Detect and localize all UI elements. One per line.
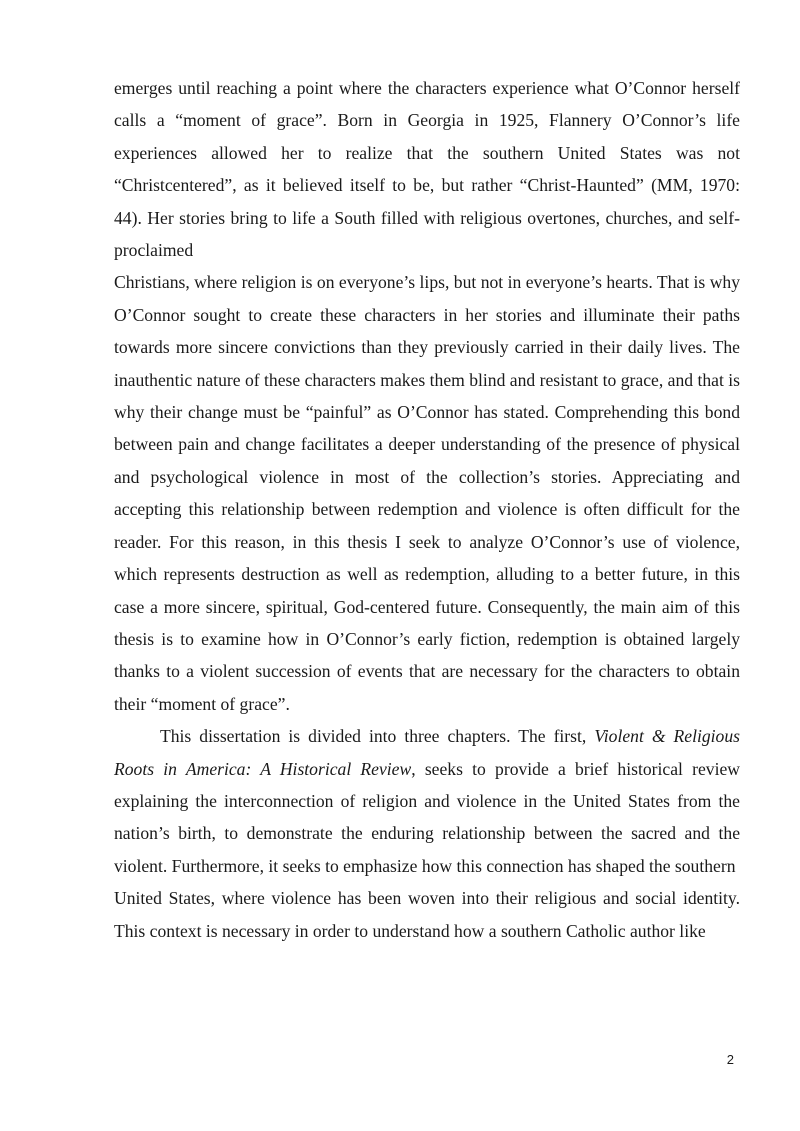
paragraph-3-rest: , seeks to provide a brief historical review explaining the interconnection of religion and violence in the United States from the nation’s birth, to demonstrate the enduring relationship between the sacred and the violent. Furthermore, it seeks to emphasize how this connection has shaped the southern <box>114 758 740 876</box>
paragraph-2: Christians, where religion is on everyone’s lips, but not in everyone’s hearts. That is why O’Connor sought to create these characters in her stories and illuminate their paths towards more sincere convictions than they previously carried in their daily lives. The inauthentic nature of these characters makes them blind and resistant to grace, and that is why their change must be “painful” as O’Connor has stated. Comprehending this bond between pain and change facilitates a deeper understanding of the presence of physical and psychological violence in most of the collection’s stories. Appreciating and accepting this relationship between redemption and violence is often difficult for the reader. For this reason, in this thesis I seek to analyze O’Connor’s use of violence, which represents destruction as well as redemption, alluding to a better future, in this case a more sincere, spiritual, God-centered future. Consequently, the main aim of this thesis is to examine how in O’Connor’s early fiction, redemption is obtained largely thanks to a violent succession of events that are necessary for the characters to obtain their “moment of grace”. <box>114 272 740 714</box>
paragraph-1: emerges until reaching a point where the characters experience what O’Connor herself calls a “moment of grace”. Born in Georgia in 1925, Flannery O’Connor’s life experiences allowed her to realize that the southern United States was not “Christcentered”, as it believed itself to be, but rather “Christ-Haunted” (MM, 1970: 44). Her stories bring to life a South filled with religious overtones, churches, and self-proclaimed <box>114 78 740 261</box>
paragraph-3-intro: This dissertation is divided into three chapters. The first, <box>160 726 595 747</box>
body-text <box>114 72 740 947</box>
paragraph-4: United States, where violence has been woven into their religious and social identity. This context is necessary in order to understand how a southern Catholic author like <box>114 888 740 941</box>
chapter-title: Violent & Religious Roots in America: A Historical Review <box>114 726 740 779</box>
paragraph-3 <box>114 720 740 882</box>
page-number: 2 <box>726 1052 734 1067</box>
